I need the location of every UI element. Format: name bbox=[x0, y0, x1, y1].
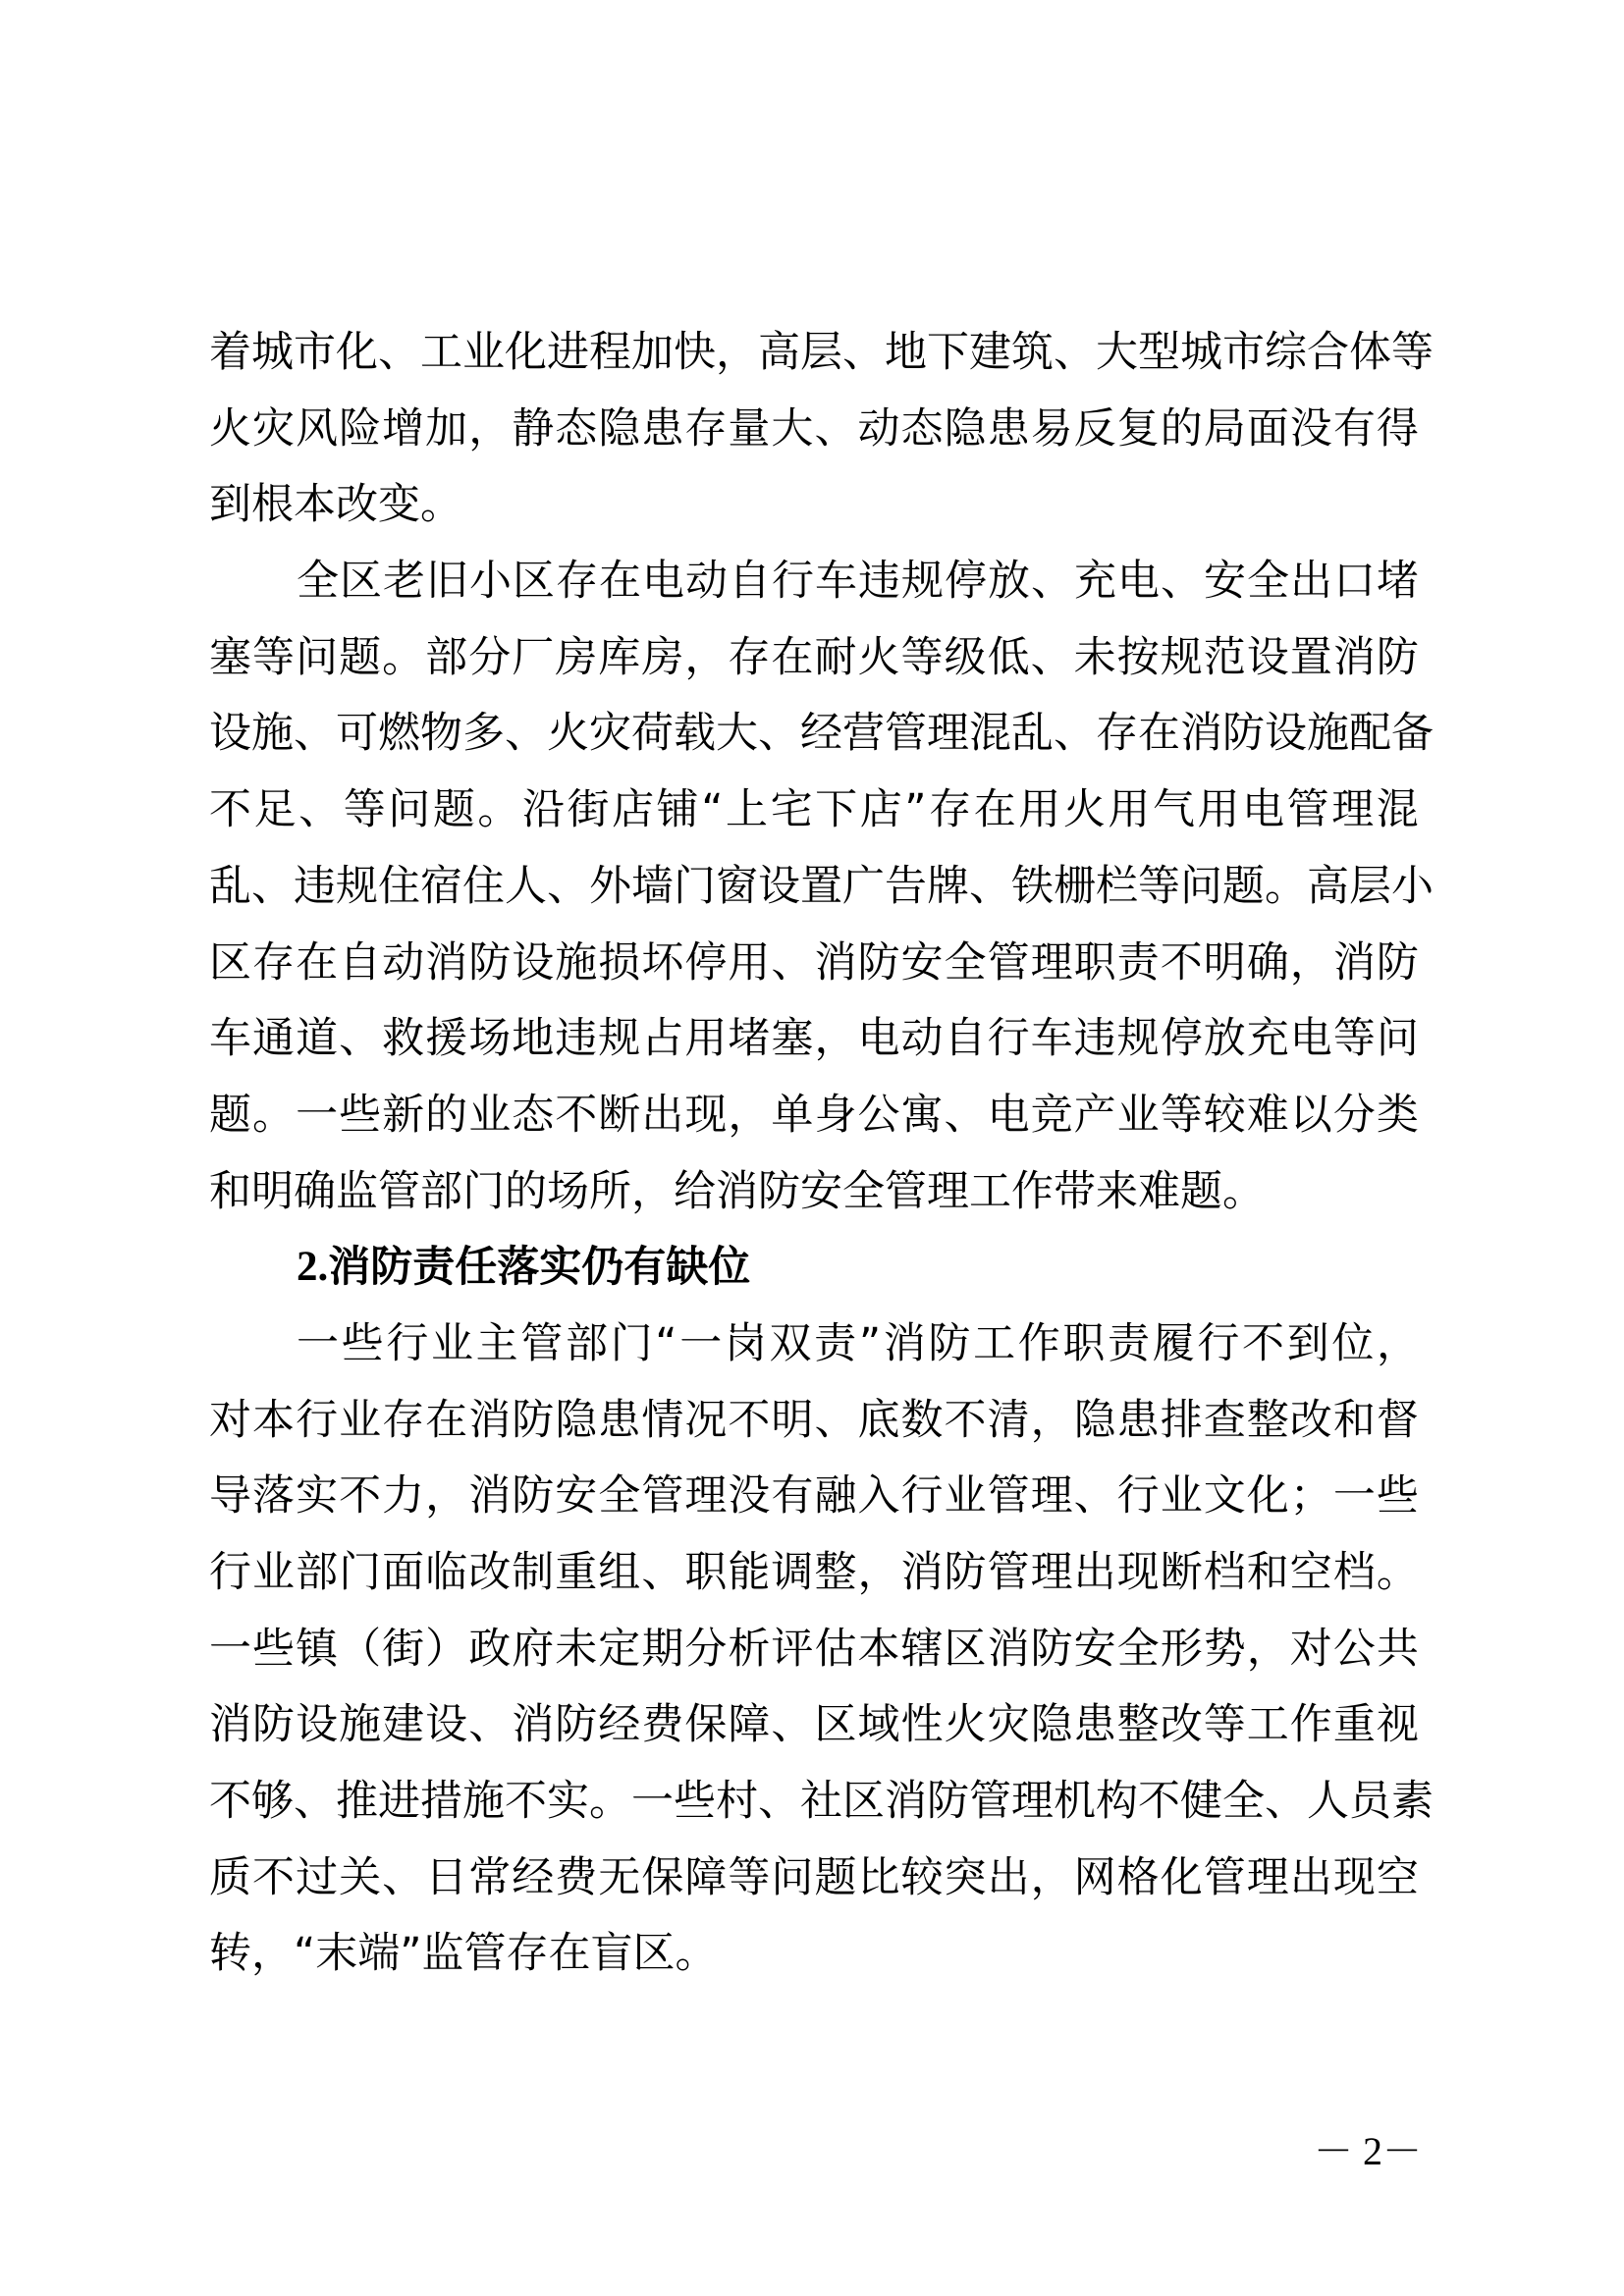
text-line: 区 存 在 自 动 消 防 设 施 损 坏 停 用 、 消 防 安 全 管 理 职 责 不 明 确 ， 消 防 bbox=[209, 937, 1419, 988]
text-line: 对 本 行 业 存 在 消 防 隐 患 情 况 不 明 、 底 数 不 清 ， 隐 患 排 查 整 改 和 督 bbox=[209, 1395, 1419, 1445]
text-line: 不 足 、 等 问 题 。 沿 街 店 铺 “ 上 宅 下 店 ” 存 在 用 火 用 气 用 电 管 理 混 bbox=[209, 785, 1419, 835]
text-line: 不 够 、 推 进 措 施 不 实 。 一 些 村 、 社 区 消 防 管 理 机 构 不 健 全 、 人 员 素 bbox=[209, 1777, 1434, 1827]
text-line: 设 施 、 可 燃 物 多 、 火 灾 荷 载 大 、 经 营 管 理 混 乱 、 存 在 消 防 设 施 配 备 bbox=[209, 709, 1434, 759]
section-number: 2. bbox=[297, 1244, 329, 1291]
text-line: 一 些 行 业 主 管 部 门 “ 一 岗 双 责 ” 消 防 工 作 职 责 履 行 不 到 位 ， bbox=[297, 1318, 1419, 1368]
page-number: － 2－ bbox=[1314, 2129, 1422, 2173]
text-line: 行 业 部 门 面 临 改 制 重 组 、 职 能 调 整 ， 消 防 管 理 出 现 断 档 和 空 档 。 bbox=[209, 1548, 1419, 1597]
text-line: 全 区 老 旧 小 区 存 在 电 动 自 行 车 违 规 停 放 、 充 电 、 安 全 出 口 堵 bbox=[297, 557, 1419, 607]
document-body bbox=[209, 323, 1434, 2001]
text-line: 着 城 市 化 、 工 业 化 进 程 加 快 ， 高 层 、 地 下 建 筑 、 大 型 城 市 综 合 体 等 bbox=[209, 328, 1434, 377]
text-line: 导 落 实 不 力 ， 消 防 安 全 管 理 没 有 融 入 行 业 管 理 、 行 业 文 化 ； 一 些 bbox=[209, 1471, 1419, 1522]
text-line: 题 。 一 些 新 的 业 态 不 断 出 现 ， 单 身 公 寓 、 电 竞 产 业 等 较 难 以 分 类 bbox=[209, 1090, 1419, 1140]
text-line: 和明确监管部门的场所，给消防安全管理工作带来难题。 bbox=[209, 1166, 1265, 1216]
text-line: 质 不 过 关 、 日 常 经 费 无 保 障 等 问 题 比 较 突 出 ， 网 格 化 管 理 出 现 空 bbox=[209, 1852, 1419, 1902]
text-line: 乱 、 违 规 住 宿 住 人 、 外 墙 门 窗 设 置 广 告 牌 、 铁 栅 栏 等 问 题 。 高 层 小 bbox=[209, 861, 1434, 911]
section-title: 消防责任落实仍有缺位 bbox=[328, 1243, 751, 1293]
text-line: 塞 等 问 题 。 部 分 厂 房 库 房 ， 存 在 耐 火 等 级 低 、 未 按 规 范 设 置 消 防 bbox=[209, 632, 1419, 682]
text-line: 车 通 道 、 救 援 场 地 违 规 占 用 堵 塞 ， 电 动 自 行 车 违 规 停 放 充 电 等 问 bbox=[209, 1014, 1419, 1064]
section-heading bbox=[209, 1238, 1419, 1314]
text-line: 到根本改变。 bbox=[209, 480, 462, 530]
text-line: 火 灾 风 险 增 加 ， 静 态 隐 患 存 量 大 、 动 态 隐 患 易 反 复 的 局 面 没 有 得 bbox=[209, 403, 1419, 454]
text-line: 一 些 镇 （ 街 ） 政 府 未 定 期 分 析 评 估 本 辖 区 消 防 安 全 形 势 ， 对 公 共 bbox=[209, 1624, 1419, 1674]
text-line: 消 防 设 施 建 设 、 消 防 经 费 保 障 、 区 域 性 火 灾 隐 患 整 改 等 工 作 重 视 bbox=[209, 1700, 1419, 1750]
text-line: 转，“末端”监管存在盲区。 bbox=[209, 1929, 718, 1979]
